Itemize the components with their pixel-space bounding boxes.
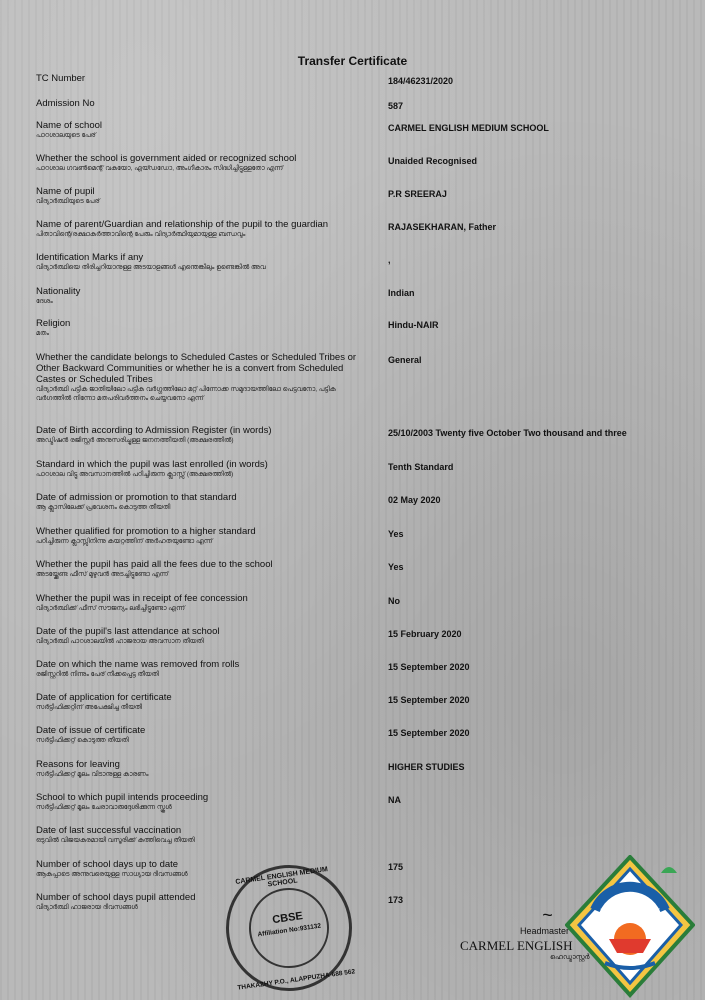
field-label [36,286,366,306]
field-label-en: Standard in which the pupil was last enrolled (in words) [36,459,268,470]
field-label-en: Date on which the name was removed from rolls [36,659,240,670]
field-label-en: Date of issue of certificate [36,725,146,736]
field-label-en: Identification Marks if any [36,252,144,263]
field-label-en: Admission No [36,98,95,109]
field-label-ml: ദേശം [36,298,53,305]
field-label [36,252,366,272]
field-label [36,120,366,140]
field-label-en: Reasons for leaving [36,759,120,770]
field-label-ml: ആ ക്ലാസിലേക്ക് പ്രവേശനം കൊടുത്ത തീയതി [36,504,171,511]
field-value: 02 May 2020 [388,495,441,505]
field-label [36,626,366,646]
field-value: 175 [388,862,404,872]
field-label-ml: അടയ്ക്കേണ്ട ഫീസ് മുഴുവൻ അടച്ചിട്ടുണ്ടോ എന്ന് [36,571,169,578]
field-label-ml: മതം [36,330,50,337]
school-seal [218,857,360,999]
signature-title: Headmaster [520,926,570,936]
field-value: 15 September 2020 [388,695,470,705]
field-label [36,186,366,206]
field-value: 173 [388,895,404,905]
field-value: 25/10/2003 Twenty five October Two thousand and three [388,428,627,438]
field-value: CARMEL ENGLISH MEDIUM SCHOOL [388,123,549,133]
field-label [36,318,366,338]
field-label-ml: പിതാവിന്റെ/രക്ഷാകർത്താവിന്റെ പേരും വിദ്യാർത്ഥിയുമായുള്ള ബന്ധവും [36,231,246,238]
field-value: Unaided Recognised [388,156,478,166]
field-label [36,492,366,512]
seal-affiliation: Affiliation No:931132 [257,922,322,939]
field-value: 15 February 2020 [388,629,462,639]
field-label-en: Whether the pupil has paid all the fees due to the school [36,559,273,570]
field-label-en: Nationality [36,286,81,297]
page-title: Transfer Certificate [297,54,408,68]
field-value: 15 September 2020 [388,728,470,738]
field-label-ml: പാഠശാലയുടെ പേര് [36,132,96,139]
field-label [36,219,366,239]
field-label-en: Date of the pupil's last attendance at school [36,626,220,637]
field-label [36,526,366,546]
field-label-en: Date of admission or promotion to that standard [36,492,237,503]
field-value: 587 [388,101,404,111]
field-label-ml: വിദ്യാർത്ഥി പട്ടിക ജാതിയിലോ പട്ടിക വർഗ്ഗത്തിലോ മറ്റ് പിന്നോക്ക സമുദായത്തിലോ പെട്ടവനോ, പട്ടിക വർഗത്തിൽ നിന്നോ മതപരിവർത്തനം ചെയ്യവനോ എന്ന് [36,386,336,402]
seal-cbse: CBSE [271,910,304,927]
field-label-ml: സർട്ടിഫിക്കറ്റ് മൂലം വിടാനുള്ള കാരണം [36,771,149,778]
field-value: General [388,355,422,365]
field-label-en: Name of school [36,120,103,131]
field-label-ml: അഡ്മിഷൻ രജിസ്റ്റർ അനുസരിച്ചുള്ള ജനനത്തീയതി (അക്ഷരത്തിൽ) [36,437,234,444]
field-label [36,352,366,403]
field-label-ml: പഠിച്ചിരുന്ന ക്ലാസ്സിനിന്നു കയറ്റത്തിന് അർഹതയുണ്ടോ എന്ന് [36,538,213,545]
lead-kindly-light-logo [565,855,695,1000]
seal-center [244,883,334,973]
field-label-ml: സർട്ടിഫിക്കറ്റിന് അപേക്ഷിച്ച തീയതി [36,704,143,711]
field-label-en: Whether the pupil was in receipt of fee concession [36,593,248,604]
logo-motto: LEAD KINDLY LIGHT [600,909,660,915]
signature-ml: ഹെഡ്മാസ്റ്റർ [550,954,590,961]
field-label-en: Whether the school is government aided or recognized school [36,153,297,164]
field-label-en: School to which pupil intends proceeding [36,792,209,803]
field-value: Yes [388,562,404,572]
field-label-en: Number of school days up to date [36,859,179,870]
field-label [36,153,366,173]
field-label-en: Whether qualified for promotion to a higher standard [36,526,256,537]
field-label [36,659,366,679]
seal-school-name: CARMEL ENGLISH MEDIUM SCHOOL [235,866,329,889]
field-label-en: Religion [36,318,71,329]
field-value: Indian [388,288,415,298]
field-label [36,825,366,845]
field-value: No [388,596,400,606]
field-label-en: Name of parent/Guardian and relationship of the pupil to the guardian [36,219,329,230]
field-label [36,593,366,613]
field-label-en: Date of application for certificate [36,692,172,703]
field-value: RAJASEKHARAN, Father [388,222,497,232]
field-label-ml: വിദ്യാർത്ഥിയുടെ പേര് [36,198,100,205]
field-value: Hindu-NAIR [388,320,439,330]
field-label-ml: ആകപ്പാടെ അന്നുവരെയുള്ള സാധ്യായ ദിവസങ്ങൾ [36,871,188,878]
field-label [36,792,366,812]
field-label [36,73,366,84]
field-value: NA [388,795,401,805]
field-label-en: Date of last successful vaccination [36,825,182,836]
field-value: HIGHER STUDIES [388,762,465,772]
signature-school: CARMEL ENGLISH [460,938,573,953]
field-value: Tenth Standard [388,462,454,472]
field-label-ml: സർട്ടിഫിക്കറ്റ് കൊടുത്ത തീയതി [36,737,129,744]
field-value: P.R SREERAJ [388,189,447,199]
field-label-ml: രജിസ്റ്ററിൽ നിന്നും പേര് നീക്കപ്പെട്ട തീയതി [36,671,159,678]
field-label-ml: വിദ്യാർത്ഥിക്ക് ഫീസ് സൗജന്യം ലഭിച്ചിട്ടുണ്ടോ എന്ന് [36,605,185,612]
field-label-en: TC Number [36,73,86,84]
field-label [36,425,366,445]
field-label-ml: വിദ്യാർത്ഥി ഹാജരായ ദിവസങ്ങൾ [36,904,138,911]
seal-address: THAKAZHY P.O., ALAPPUZHA-688 562 [237,968,356,992]
field-value: , [388,255,391,265]
field-label-en: Name of pupil [36,186,95,197]
field-label-ml: ഒടുവിൽ വിജയകരമായി വസൂരിക്ക് കുത്തിവെച്ച തീയതി [36,837,195,844]
signature-scribble: ~ [542,905,553,925]
field-label [36,725,366,745]
field-label-en: Date of Birth according to Admission Register (in words) [36,425,272,436]
field-value: 184/46231/2020 [388,76,454,86]
field-label-ml: വിദ്യാർത്ഥിയെ തിരിച്ചറിയാനുള്ള അടയാളങ്ങൾ എന്തെങ്കിലും ഉണ്ടെങ്കിൽ അവ [36,264,266,271]
field-value: Yes [388,529,404,539]
field-value: 15 September 2020 [388,662,470,672]
field-label [36,692,366,712]
field-label [36,759,366,779]
field-label [36,559,366,579]
field-label-ml: സർട്ടിഫിക്കറ്റ് മൂലം ചേരാവാരുദ്ദേശിക്കുന്ന സ്കൂൾ [36,804,172,811]
field-label-ml: പാഠശാല വിട്ടു അവസാനത്തിൽ പഠിച്ചിരുന്ന ക്ലാസ്സ് (അക്ഷരത്തിൽ) [36,471,234,478]
field-label [36,98,366,109]
field-label-en: Number of school days pupil attended [36,892,196,903]
field-label [36,459,366,479]
field-label-en: Whether the candidate belongs to Scheduled Castes or Scheduled Tribes or Other Backward Communities or whether he is a convert from Scheduled Castes or Scheduled Tribes [36,352,357,385]
field-label-ml: പാഠശാല ഗവൺമെന്റ് വകയോ, എയ്ഡഡോ, അംഗീകാരം സിദ്ധിച്ചിട്ടുള്ളതോ എന്ന് [36,165,284,172]
field-label-ml: വിദ്യാർത്ഥി പാഠശാലയിൽ ഹാജരായ അവസാന തീയതി [36,638,204,645]
